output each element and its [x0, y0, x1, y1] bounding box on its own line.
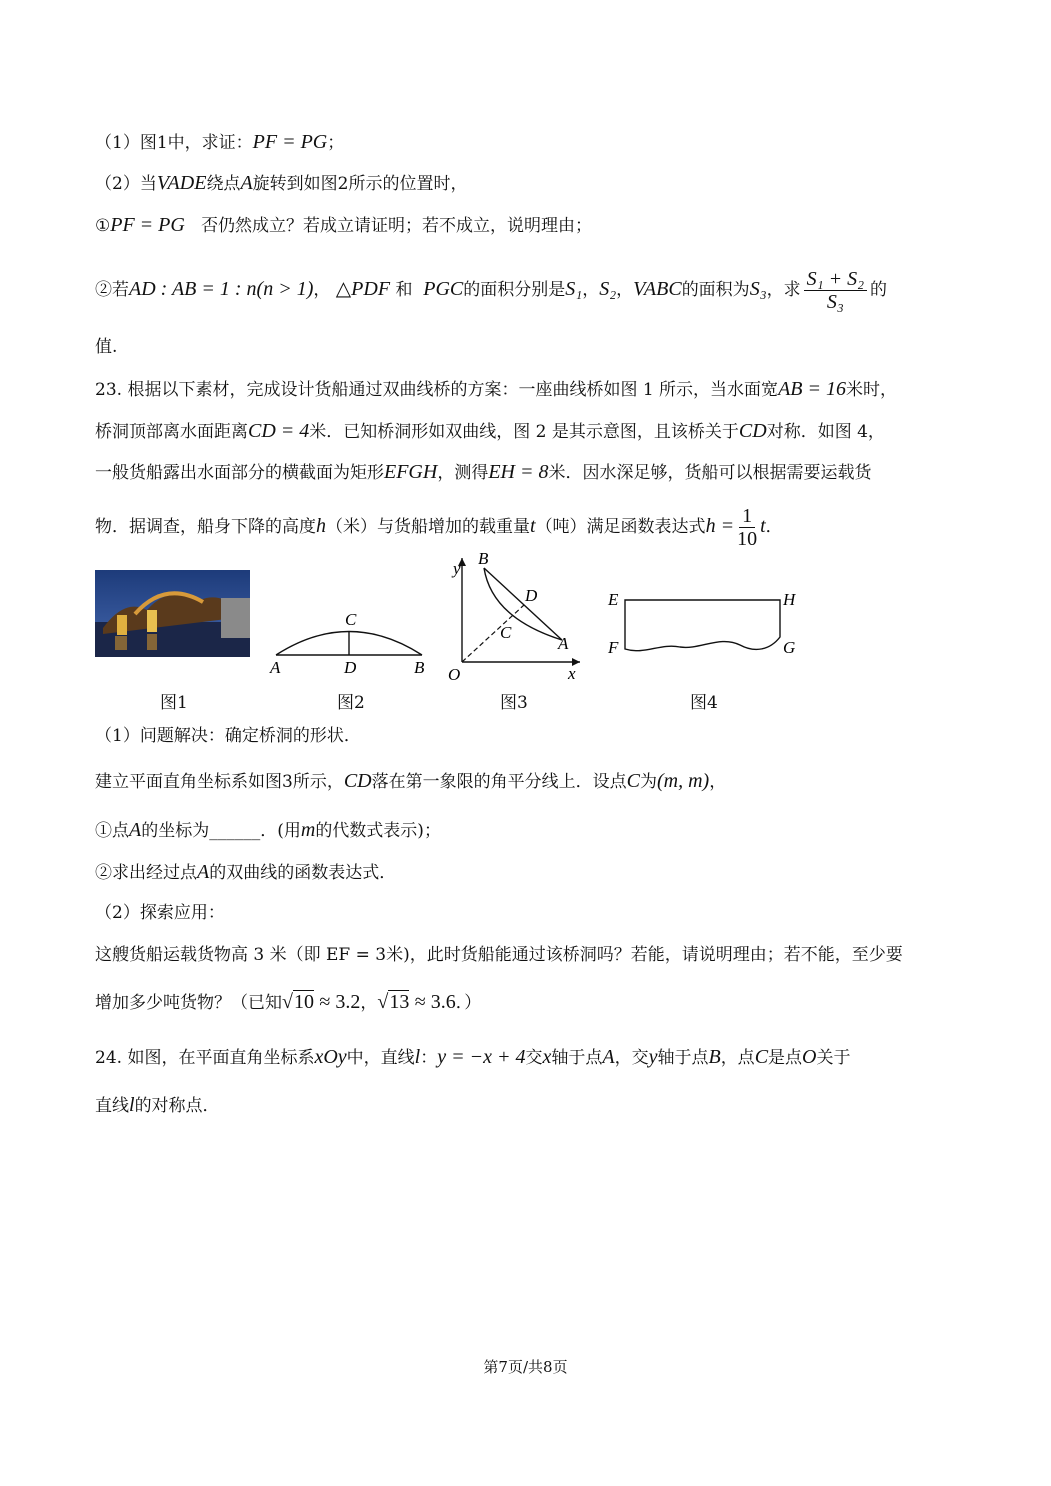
- formula: PF = PG: [252, 131, 328, 153]
- label-c: C: [500, 623, 512, 642]
- label-x: x: [568, 664, 576, 683]
- label-d: D: [344, 658, 357, 677]
- label-h: H: [783, 590, 796, 609]
- q23-p2-line1: 这艘货船运载货物高 3 米（即 EF = 3米)，此时货船能通过该桥洞吗？若能，请说明理由；若不能，至少要: [95, 945, 903, 965]
- fraction: $\frac{\text{S₁ + S₂}}{\text{S₃}}$: [804, 268, 867, 313]
- q23-p2-line2: 增加多少吨货物？（已知√10 ≈ 3.2，√13 ≈ 3.6．）: [95, 991, 482, 1013]
- ship-cross-section: [625, 600, 780, 651]
- q23-p1-q2: ②求出经过点A的双曲线的函数表达式．: [95, 861, 397, 883]
- sqrt-icon: √: [377, 991, 389, 1013]
- label-y: y: [453, 559, 461, 578]
- figure-3-diagram: [440, 548, 590, 686]
- label-e: E: [608, 590, 619, 609]
- label-o: O: [448, 665, 461, 684]
- figure-2-diagram: [262, 605, 432, 685]
- q23-line2: 桥洞顶部离水面距离CD = 4米．已知桥洞形如双曲线，图 2 是其示意图，且该桥关于CD对称．如图 4，: [95, 420, 885, 442]
- q23-p1-title: （1）问题解决：确定桥洞的形状．: [95, 726, 361, 746]
- label-b: B: [414, 658, 425, 677]
- q23-line4: 物．据调查，船身下降的高度h（米）与货船增加的载重量t（吨）满足函数表达式h = $\frac{1}{10}$ t．: [95, 505, 783, 550]
- q23-line1: 23. 根据以下素材，完成设计货船通过双曲线桥的方案：一座曲线桥如图 1 所示，当水面宽AB = 16米时，: [95, 378, 897, 400]
- label-f: F: [608, 638, 619, 657]
- q23-p2-title: （2）探索应用：: [95, 903, 225, 923]
- q23-p1-q1: ①点A的坐标为______．(用m的代数式表示)；: [95, 819, 441, 841]
- q22-sub1: ①PF = PG 否仍然成立？若成立请证明；若不成立，说明理由；: [95, 214, 593, 236]
- q22-sub2: ②若AD : AB = 1 : n(n > 1)， △PDF 和 PGC的面积分别是S₁，S₂，VABC的面积为S₃，求 $\frac{\text{S₁ + S₂}}{\text{S₃}}$ 的: [95, 268, 888, 313]
- caption-fig4: 图4: [690, 693, 718, 713]
- label-g: G: [783, 638, 796, 657]
- q24-line2: 直线l的对称点．: [95, 1094, 220, 1116]
- label-d: D: [525, 586, 538, 605]
- caption-fig2: 图2: [337, 693, 365, 713]
- q22-part1: （1）图1中，求证：PF = PG；: [95, 131, 345, 153]
- sqrt-icon: √: [282, 991, 293, 1013]
- label-a: A: [558, 634, 569, 653]
- bisector-line: [462, 605, 524, 662]
- q23-line3: 一般货船露出水面部分的横截面为矩形EFGH，测得EH = 8米．因水深足够，货船可以根据需要运载货: [95, 461, 872, 483]
- q24-line1: 24. 如图，在平面直角坐标系xOy中，直线l：y = −x + 4交x轴于点A，交y轴于点B，点C是点O关于: [95, 1046, 851, 1068]
- q23-p1-line1: 建立平面直角坐标系如图3所示，CD落在第一象限的角平分线上．设点C为(m, m)，: [95, 770, 727, 792]
- q22-part2: （2）当VADE绕点A旋转到如图2所示的位置时，: [95, 172, 468, 194]
- caption-fig3: 图3: [500, 693, 528, 713]
- fraction: $\frac{1}{10}$: [737, 505, 758, 550]
- chord-ab: [484, 568, 562, 640]
- q22-sub2-end: 值.: [95, 337, 118, 357]
- caption-fig1: 图1: [160, 693, 188, 713]
- page-footer: 第7页/共8页: [483, 1358, 568, 1376]
- label-c: C: [345, 610, 357, 629]
- label-a: A: [270, 658, 281, 677]
- bridge-photo: [95, 570, 250, 657]
- figure-4-diagram: [600, 585, 810, 670]
- label-b: B: [478, 549, 489, 568]
